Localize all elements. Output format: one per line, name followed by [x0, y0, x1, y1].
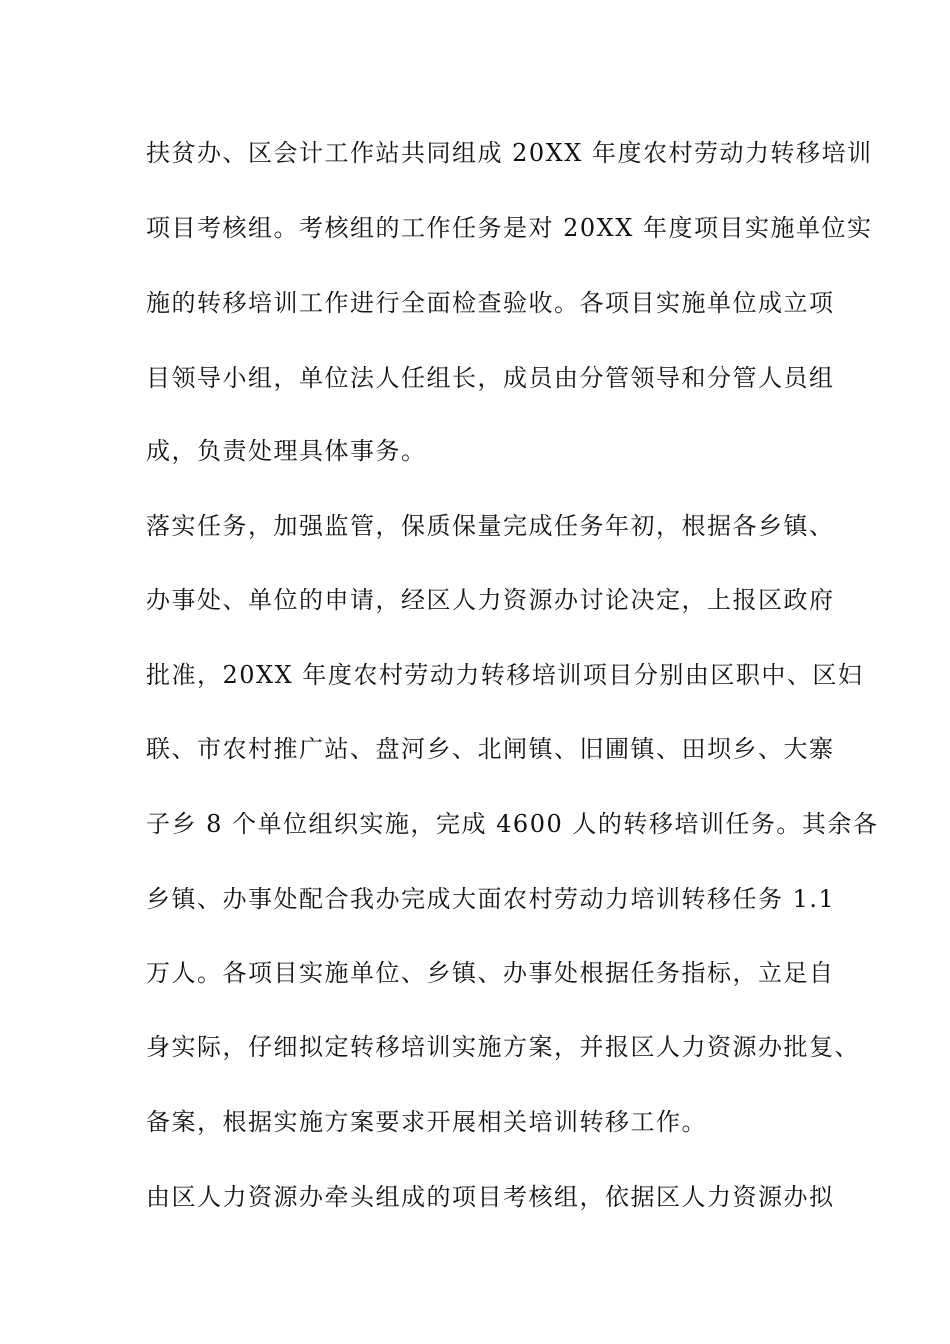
text-line: 落实任务，加强监管，保质保量完成任务年初，根据各乡镇、: [146, 512, 835, 540]
text-line: 联、市农村推广站、盘河乡、北闸镇、旧圃镇、田坝乡、大寨: [146, 735, 835, 763]
text-line: 施的转移培训工作进行全面检查验收。各项目实施单位成立项: [146, 289, 835, 317]
text-line: 成，负责处理具体事务。: [146, 437, 427, 465]
text-line: 项目考核组。考核组的工作任务是对 20XX 年度项目实施单位实: [146, 214, 873, 242]
text-line: 身实际，仔细拟定转移培训实施方案，并报区人力资源办批复、: [146, 1033, 860, 1061]
text-line: 万人。各项目实施单位、乡镇、办事处根据任务指标，立足自: [146, 959, 835, 987]
text-line: 由区人力资源办牵头组成的项目考核组，依据区人力资源办拟: [146, 1183, 835, 1211]
text-line: 扶贫办、区会计工作站共同组成 20XX 年度农村劳动力转移培训: [146, 139, 873, 167]
text-line: 备案，根据实施方案要求开展相关培训转移工作。: [146, 1108, 707, 1136]
text-line: 批准，20XX 年度农村劳动力转移培训项目分别由区职中、区妇: [146, 661, 864, 689]
text-line: 办事处、单位的申请，经区人力资源办讨论决定，上报区政府: [146, 586, 835, 614]
text-line: 目领导小组，单位法人任组长，成员由分管领导和分管人员组: [146, 364, 835, 392]
text-line: 乡镇、办事处配合我办完成大面农村劳动力培训转移任务 1.1: [146, 885, 836, 913]
text-line: 子乡 8 个单位组织实施，完成 4600 人的转移培训任务。其余各: [146, 810, 879, 838]
